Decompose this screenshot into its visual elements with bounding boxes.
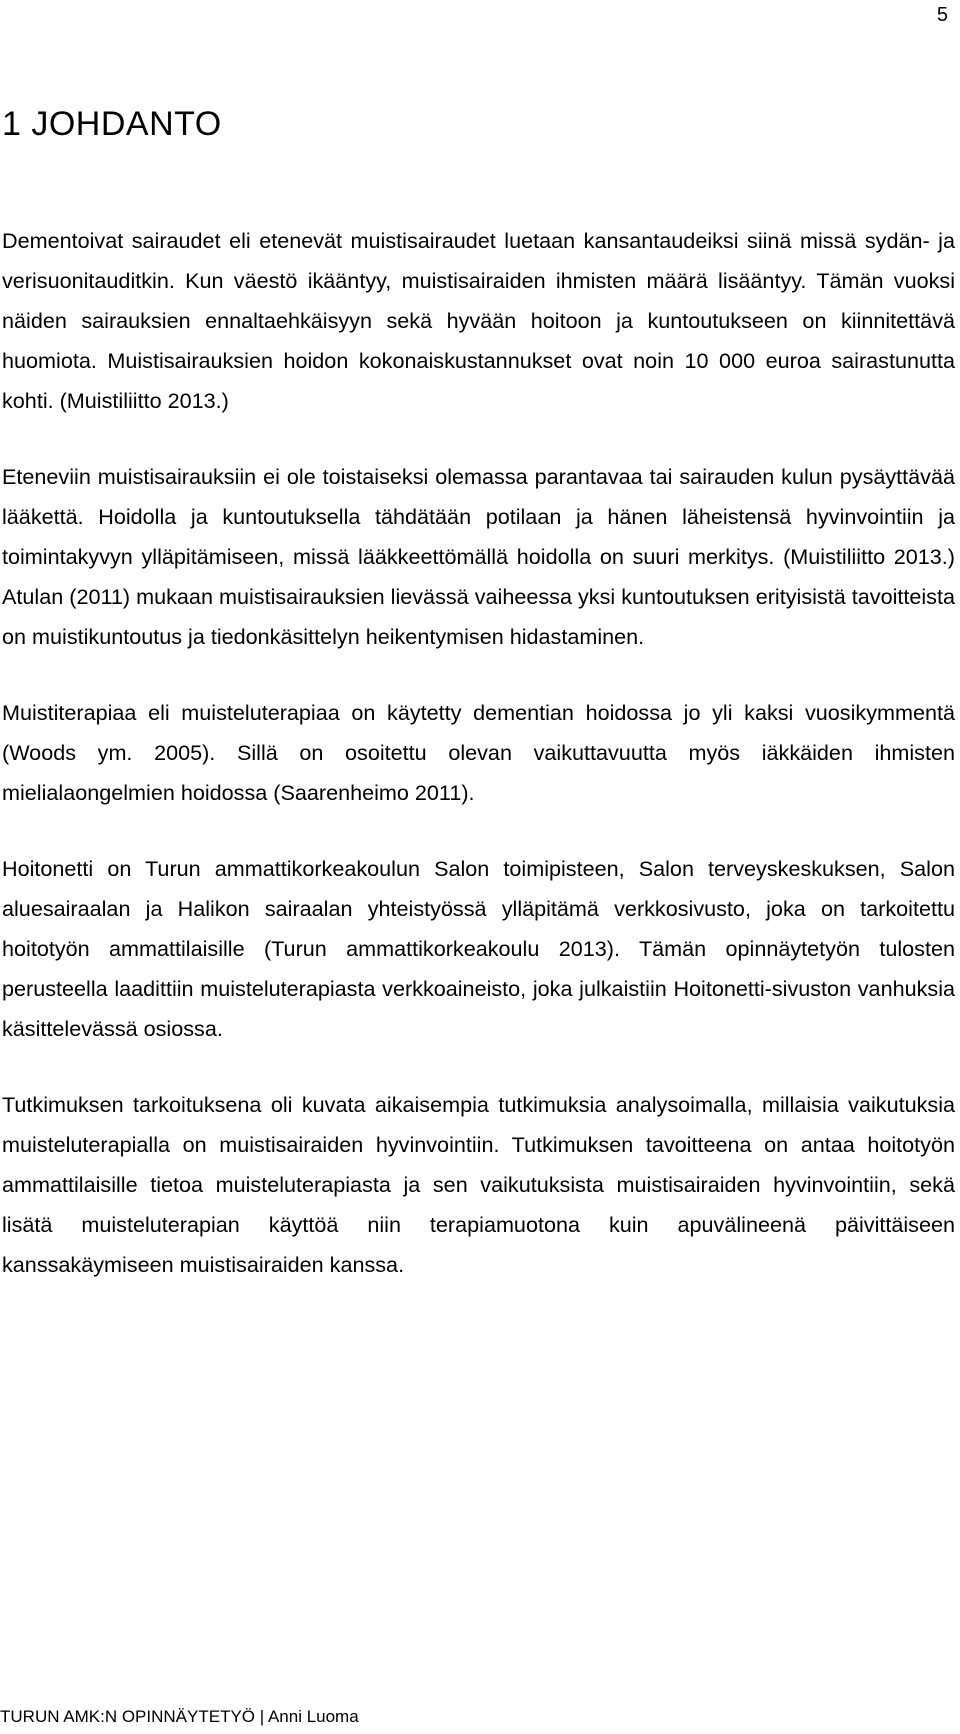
paragraph-reminiscence-therapy: Muistiterapiaa eli muisteluterapiaa on käytetty dementian hoidossa jo yli kaksi vuosikymmentä (Woods ym. 2005). Sillä on osoitettu olevan vaikuttavuutta myös iäkkäiden ihmisten mielialaongelmien hoidossa (Saarenheimo 2011).: [2, 700, 955, 805]
page-number: 5: [936, 4, 948, 26]
body-text: [2, 221, 955, 1320]
chapter-title: 1 JOHDANTO: [2, 105, 222, 143]
paragraph-treatment: Eteneviin muistisairauksiin ei ole toistaiseksi olemassa parantavaa tai sairauden kulun pysäyttävää lääkettä. Hoidolla ja kuntoutuksella tähdätään potilaan ja hänen läheistensä hyvinvointiin ja toimintakyvyn ylläpitämiseen, missä lääkkeettömällä hoidolla on suuri merkitys. (Muistiliitto 2013.) Atulan (2011) mukaan muistisairauksien lievässä vaiheessa yksi kuntoutuksen erityisistä tavoitteista on muistikuntoutus ja tiedonkäsittelyn heikentymisen hidastaminen.: [2, 464, 955, 649]
page-footer: TURUN AMK:N OPINNÄYTETYÖ | Anni Luoma: [0, 1707, 359, 1726]
paragraph-intro: Dementoivat sairaudet eli etenevät muistisairaudet luetaan kansantaudeiksi siinä missä sydän- ja verisuonitauditkin. Kun väestö ikääntyy, muistisairaiden ihmisten määrä lisääntyy. Tämän vuoksi näiden sairauksien ennaltaehkäisyyn sekä hyvään hoitoon ja kuntoutukseen on kiinnitettävä huomiota. Muistisairauksien hoidon kokonaiskustannukset ovat noin 10 000 euroa sairastunutta kohti. (Muistiliitto 2013.): [2, 228, 955, 413]
paragraph-study-purpose: Tutkimuksen tarkoituksena oli kuvata aikaisempia tutkimuksia analysoimalla, millaisia vaikutuksia muisteluterapialla on muistisairaiden hyvinvointiin. Tutkimuksen tavoitteena on antaa hoitotyön ammattilaisille tietoa muisteluterapiasta ja sen vaikutuksista muistisairaiden hyvinvointiin, sekä lisätä muisteluterapian käyttöä niin terapiamuotona kuin apuvälineenä päivittäiseen kanssakäymiseen muistisairaiden kanssa.: [2, 1092, 955, 1277]
paragraph-hoitonetti: Hoitonetti on Turun ammattikorkeakoulun Salon toimipisteen, Salon terveyskeskuksen, Salon aluesairaalan ja Halikon sairaalan yhteistyössä ylläpitämä verkkosivusto, joka on tarkoitettu hoitotyön ammattilaisille (Turun ammattikorkeakoulu 2013). Tämän opinnäytetyön tulosten perusteella laadittiin muisteluterapiasta verkkoaineisto, joka julkaistiin Hoitonetti-sivuston vanhuksia käsittelevässä osiossa.: [2, 856, 955, 1041]
